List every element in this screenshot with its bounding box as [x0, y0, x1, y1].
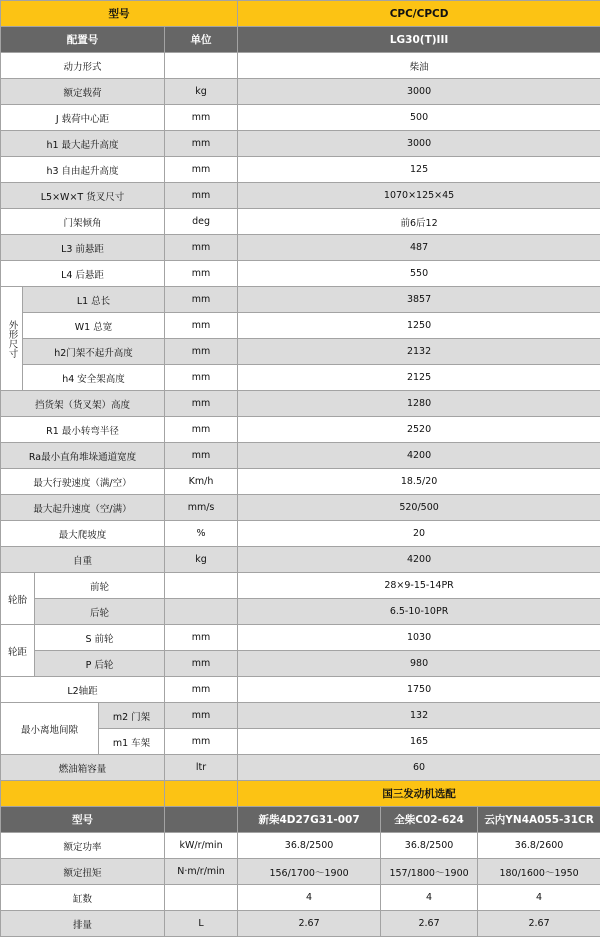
config-row — [1, 27, 600, 53]
spec-name: L3 前悬距 — [1, 235, 165, 261]
spec-value: 1070×125×45 — [238, 183, 600, 209]
table-row — [1, 677, 600, 703]
spec-name: P 后轮 — [35, 651, 165, 677]
spec-value: 4 — [478, 885, 600, 911]
spec-unit — [165, 599, 238, 625]
spec-unit: mm — [165, 703, 238, 729]
table-row — [1, 339, 600, 365]
spec-unit: kg — [165, 547, 238, 573]
table-row — [1, 313, 600, 339]
spec-name: 挡货架（货叉架）高度 — [1, 391, 165, 417]
spec-unit: % — [165, 521, 238, 547]
table-row — [1, 573, 600, 599]
spec-name: 最大起升速度（空/满） — [1, 495, 165, 521]
spec-value: 156/1700～1900 — [238, 859, 381, 885]
table-row — [1, 495, 600, 521]
spec-unit: L — [165, 911, 238, 937]
spec-name: R1 最小转弯半径 — [1, 417, 165, 443]
spec-name: 额定功率 — [1, 833, 165, 859]
spec-name: J 载荷中心距 — [1, 105, 165, 131]
spec-unit: mm — [165, 729, 238, 755]
spec-value: 2132 — [238, 339, 600, 365]
table-row — [1, 833, 600, 859]
spec-name: Ra最小直角堆垛通道宽度 — [1, 443, 165, 469]
spec-name: m1 车架 — [99, 729, 165, 755]
engine-section-title: 国三发动机选配 — [238, 781, 600, 807]
spec-value: 1030 — [238, 625, 600, 651]
spec-value: 2520 — [238, 417, 600, 443]
engine-model: 云内YN4A055-31CR — [478, 807, 600, 833]
spec-value: 3000 — [238, 79, 600, 105]
spec-value: 柴油 — [238, 53, 600, 79]
spec-name: 最大行驶速度（满/空） — [1, 469, 165, 495]
engine-model-row — [1, 807, 600, 833]
table-row — [1, 651, 600, 677]
spec-name: 排量 — [1, 911, 165, 937]
engine-model: 全柴C02-624 — [381, 807, 478, 833]
spec-value: 500 — [238, 105, 600, 131]
spec-value: 2125 — [238, 365, 600, 391]
spec-name: S 前轮 — [35, 625, 165, 651]
spec-name: 动力形式 — [1, 53, 165, 79]
spec-unit: mm — [165, 313, 238, 339]
spec-value: 2.67 — [381, 911, 478, 937]
spec-unit: mm — [165, 651, 238, 677]
spec-value: 4 — [381, 885, 478, 911]
spec-name: 后轮 — [35, 599, 165, 625]
spec-value: 165 — [238, 729, 600, 755]
spec-value: 550 — [238, 261, 600, 287]
spec-value: 6.5-10-10PR — [238, 599, 600, 625]
table-row — [1, 443, 600, 469]
spec-value: 36.8/2500 — [381, 833, 478, 859]
spec-unit: mm — [165, 235, 238, 261]
spec-unit: Km/h — [165, 469, 238, 495]
spec-unit: mm — [165, 131, 238, 157]
spec-value: 36.8/2500 — [238, 833, 381, 859]
spec-value: 1250 — [238, 313, 600, 339]
spec-value: 487 — [238, 235, 600, 261]
table-row — [1, 469, 600, 495]
spec-name: 自重 — [1, 547, 165, 573]
spec-value: 520/500 — [238, 495, 600, 521]
engine-model: 新柴4D27G31-007 — [238, 807, 381, 833]
spec-unit: kW/r/min — [165, 833, 238, 859]
spec-name: L5×W×T 货叉尺寸 — [1, 183, 165, 209]
spec-unit: mm — [165, 339, 238, 365]
spec-value: 132 — [238, 703, 600, 729]
table-row — [1, 261, 600, 287]
spec-name: h4 安全架高度 — [23, 365, 165, 391]
spec-unit: mm — [165, 157, 238, 183]
table-row — [1, 79, 600, 105]
table-row — [1, 235, 600, 261]
spec-unit: mm — [165, 625, 238, 651]
model-label: 型号 — [1, 1, 238, 27]
model-value: CPC/CPCD — [238, 1, 600, 27]
table-row — [1, 625, 600, 651]
config-value: LG30(T)III — [238, 27, 600, 53]
unit-label: 单位 — [165, 27, 238, 53]
model-row — [1, 1, 600, 27]
engine-section-row — [1, 781, 600, 807]
spec-name: h2门架不起升高度 — [23, 339, 165, 365]
spec-value: 980 — [238, 651, 600, 677]
spec-value: 2.67 — [238, 911, 381, 937]
table-row — [1, 599, 600, 625]
spec-value: 157/1800～1900 — [381, 859, 478, 885]
table-row — [1, 755, 600, 781]
spec-value: 前6后12 — [238, 209, 600, 235]
spec-unit — [165, 53, 238, 79]
table-row — [1, 183, 600, 209]
spec-value: 125 — [238, 157, 600, 183]
table-row — [1, 105, 600, 131]
track-group-label: 轮距 — [1, 625, 35, 677]
table-row — [1, 885, 600, 911]
spec-value: 28×9-15-14PR — [238, 573, 600, 599]
spec-unit — [165, 885, 238, 911]
spec-value: 4200 — [238, 443, 600, 469]
table-row — [1, 391, 600, 417]
spec-name: h3 自由起升高度 — [1, 157, 165, 183]
spec-value: 4200 — [238, 547, 600, 573]
spec-name: 最大爬坡度 — [1, 521, 165, 547]
table-row — [1, 521, 600, 547]
spec-name: L4 后悬距 — [1, 261, 165, 287]
table-row — [1, 417, 600, 443]
spec-unit — [165, 573, 238, 599]
spec-name: 额定载荷 — [1, 79, 165, 105]
spec-name: 额定扭矩 — [1, 859, 165, 885]
spec-unit: kg — [165, 79, 238, 105]
spec-name: m2 门架 — [99, 703, 165, 729]
spec-value: 3857 — [238, 287, 600, 313]
spec-name: L2轴距 — [1, 677, 165, 703]
spec-unit: ltr — [165, 755, 238, 781]
spec-value: 36.8/2600 — [478, 833, 600, 859]
spec-name: 前轮 — [35, 573, 165, 599]
spec-value: 3000 — [238, 131, 600, 157]
spec-value: 2.67 — [478, 911, 600, 937]
spec-unit: mm — [165, 677, 238, 703]
table-row — [1, 365, 600, 391]
table-row — [1, 859, 600, 885]
config-label: 配置号 — [1, 27, 165, 53]
table-row — [1, 209, 600, 235]
spec-value: 18.5/20 — [238, 469, 600, 495]
table-row — [1, 703, 600, 729]
table-row — [1, 547, 600, 573]
table-row — [1, 53, 600, 79]
tires-group-label: 轮胎 — [1, 573, 35, 625]
table-row — [1, 911, 600, 937]
spec-value: 20 — [238, 521, 600, 547]
spec-unit: mm — [165, 287, 238, 313]
engine-model-label: 型号 — [1, 807, 165, 833]
spec-unit: deg — [165, 209, 238, 235]
spec-unit: mm — [165, 391, 238, 417]
spec-name: h1 最大起升高度 — [1, 131, 165, 157]
spec-name: 缸数 — [1, 885, 165, 911]
spec-unit: mm — [165, 261, 238, 287]
spec-name: 燃油箱容量 — [1, 755, 165, 781]
spec-value: 180/1600～1950 — [478, 859, 600, 885]
spec-name: W1 总宽 — [23, 313, 165, 339]
spec-name: L1 总长 — [23, 287, 165, 313]
table-row — [1, 157, 600, 183]
spec-unit: mm/s — [165, 495, 238, 521]
spec-name: 门架倾角 — [1, 209, 165, 235]
spec-value: 1280 — [238, 391, 600, 417]
spec-value: 60 — [238, 755, 600, 781]
table-row — [1, 131, 600, 157]
spec-value: 4 — [238, 885, 381, 911]
dims-group-label: 外形尺寸 — [1, 287, 23, 391]
spec-unit: N·m/r/min — [165, 859, 238, 885]
spec-value: 1750 — [238, 677, 600, 703]
spec-unit: mm — [165, 417, 238, 443]
spec-unit: mm — [165, 365, 238, 391]
spec-unit: mm — [165, 105, 238, 131]
spec-unit: mm — [165, 183, 238, 209]
table-row — [1, 287, 600, 313]
clearance-group-label: 最小离地间隙 — [1, 703, 99, 755]
spec-unit: mm — [165, 443, 238, 469]
